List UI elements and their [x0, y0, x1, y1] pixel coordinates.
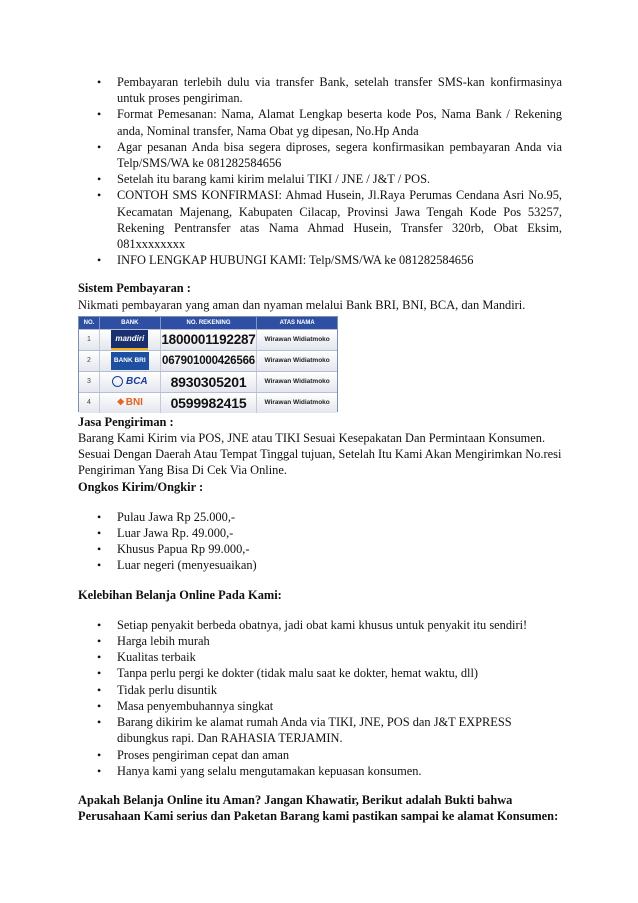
- row-number: 4: [79, 393, 100, 413]
- list-item: • Pulau Jawa Rp 25.000,-: [78, 509, 562, 525]
- bni-logo-icon: ❖: [116, 397, 125, 408]
- row-number: 2: [79, 351, 100, 371]
- table-row: [79, 371, 337, 392]
- payment-heading: Sistem Pembayaran :: [78, 281, 191, 296]
- bca-logo: BCA: [125, 375, 148, 387]
- account-holder: Wirawan Widiatmoko: [264, 377, 330, 385]
- list-item: • INFO LENGKAP HUBUNGI KAMI: Telp/SMS/WA ke 081282584656: [78, 252, 562, 268]
- list-item: • Proses pengiriman cepat dan aman: [78, 747, 562, 763]
- list-item: • Setiap penyakit berbeda obatnya, jadi obat kami khusus untuk penyakit itu sendiri!: [78, 617, 562, 633]
- list-item: • Luar negeri (menyesuaikan): [78, 557, 562, 573]
- list-item: • Pembayaran terlebih dulu via transfer Bank, setelah transfer SMS-kan konfirmasinya untuk proses pengiriman.: [78, 74, 562, 106]
- advantages-list: [78, 617, 562, 779]
- account-number: 1800001192287: [161, 330, 258, 350]
- costs-list: [78, 509, 562, 574]
- header-account: NO. REKENING: [161, 317, 258, 329]
- bri-logo: BANK BRI: [111, 352, 149, 370]
- closing-paragraph: Apakah Belanja Online itu Aman? Jangan Khawatir, Berikut adalah Bukti bahwa Perusahaan Kami serius dan Paketan Barang kami pastikan sampai ke alamat Konsumen:: [78, 792, 559, 824]
- header-holder: ATAS NAMA: [279, 319, 315, 326]
- order-steps-list: [78, 74, 562, 268]
- list-item: • Kualitas terbaik: [78, 649, 562, 665]
- account-number: 8930305201: [161, 372, 258, 392]
- list-item: • Tidak perlu disuntik: [78, 682, 562, 698]
- row-number: 3: [79, 372, 100, 392]
- bank-account-table: [78, 316, 338, 412]
- costs-heading: Ongkos Kirim/Ongkir :: [78, 479, 204, 494]
- bank-logo-cell: [100, 393, 161, 413]
- bni-logo: BNI: [125, 397, 143, 409]
- mandiri-logo: mandiri: [111, 330, 148, 350]
- bank-logo-cell: [100, 351, 161, 371]
- account-holder: Wirawan Widiatmoko: [264, 398, 330, 406]
- row-number: 1: [79, 330, 100, 350]
- shipping-text: Barang Kami Kirim via POS, JNE atau TIKI Sesuai Kesepakatan Dan Permintaan Konsumen. Sesuai Dengan Daerah Atau Tempat Tinggal tujuan, Setelah Itu Kami Akan Mengirimkan No.resi Pengiriman Yang Bisa Di Cek Via Online.: [78, 431, 562, 478]
- bank-logo-cell: [100, 372, 161, 392]
- list-item: • CONTOH SMS KONFIRMASI: Ahmad Husein, Jl.Raya Perumas Cendana Asri No.95, Kecamatan Majenang, Kabupaten Cilacap, Provinsi Jawa Tengah Kode Pos 53257, Rekening Pentransfer atas Nama Ahmad Husein, Transfer 320rb, Obat Eksim, 081xxxxxxxx: [78, 187, 562, 252]
- bank-logo-cell: [100, 330, 161, 350]
- account-number: 067901000426566: [161, 351, 258, 371]
- table-row: [79, 329, 337, 350]
- list-item: • Setelah itu barang kami kirim melalui TIKI / JNE / J&T / POS.: [78, 171, 562, 187]
- list-item: • Agar pesanan Anda bisa segera diproses, segera konfirmasikan pembayaran Anda via Telp/SMS/WA ke 081282584656: [78, 139, 562, 171]
- list-item: • Luar Jawa Rp. 49.000,-: [78, 525, 562, 541]
- bca-logo-icon: [112, 376, 123, 387]
- account-holder: Wirawan Widiatmoko: [264, 356, 330, 364]
- table-row: [79, 350, 337, 371]
- account-holder: Wirawan Widiatmoko: [264, 335, 330, 343]
- header-no: NO.: [79, 317, 100, 329]
- list-item: • Masa penyembuhannya singkat: [78, 698, 562, 714]
- header-bank: BANK: [100, 317, 161, 329]
- list-item: • Barang dikirim ke alamat rumah Anda via TIKI, JNE, POS dan J&T EXPRESS dibungkus rapi. Dan RAHASIA TERJAMIN.: [78, 714, 562, 746]
- bank-table-header: [79, 317, 337, 329]
- account-number: 0599982415: [161, 393, 258, 413]
- list-item: • Hanya kami yang selalu mengutamakan kepuasan konsumen.: [78, 763, 562, 779]
- payment-text: Nikmati pembayaran yang aman dan nyaman melalui Bank BRI, BNI, BCA, dan Mandiri.: [78, 297, 526, 312]
- shipping-heading: Jasa Pengiriman :: [78, 414, 174, 429]
- list-item: • Tanpa perlu pergi ke dokter (tidak malu saat ke dokter, hemat waktu, dll): [78, 665, 562, 681]
- list-item: • Format Pemesanan: Nama, Alamat Lengkap beserta kode Pos, Nama Bank / Rekening anda, Nominal transfer, Nama Obat yg dipesan, No.Hp Anda: [78, 106, 562, 138]
- document-content: [78, 74, 562, 824]
- table-row: [79, 392, 337, 413]
- list-item: • Khusus Papua Rp 99.000,-: [78, 541, 562, 557]
- list-item: • Harga lebih murah: [78, 633, 562, 649]
- advantages-heading: Kelebihan Belanja Online Pada Kami:: [78, 587, 282, 602]
